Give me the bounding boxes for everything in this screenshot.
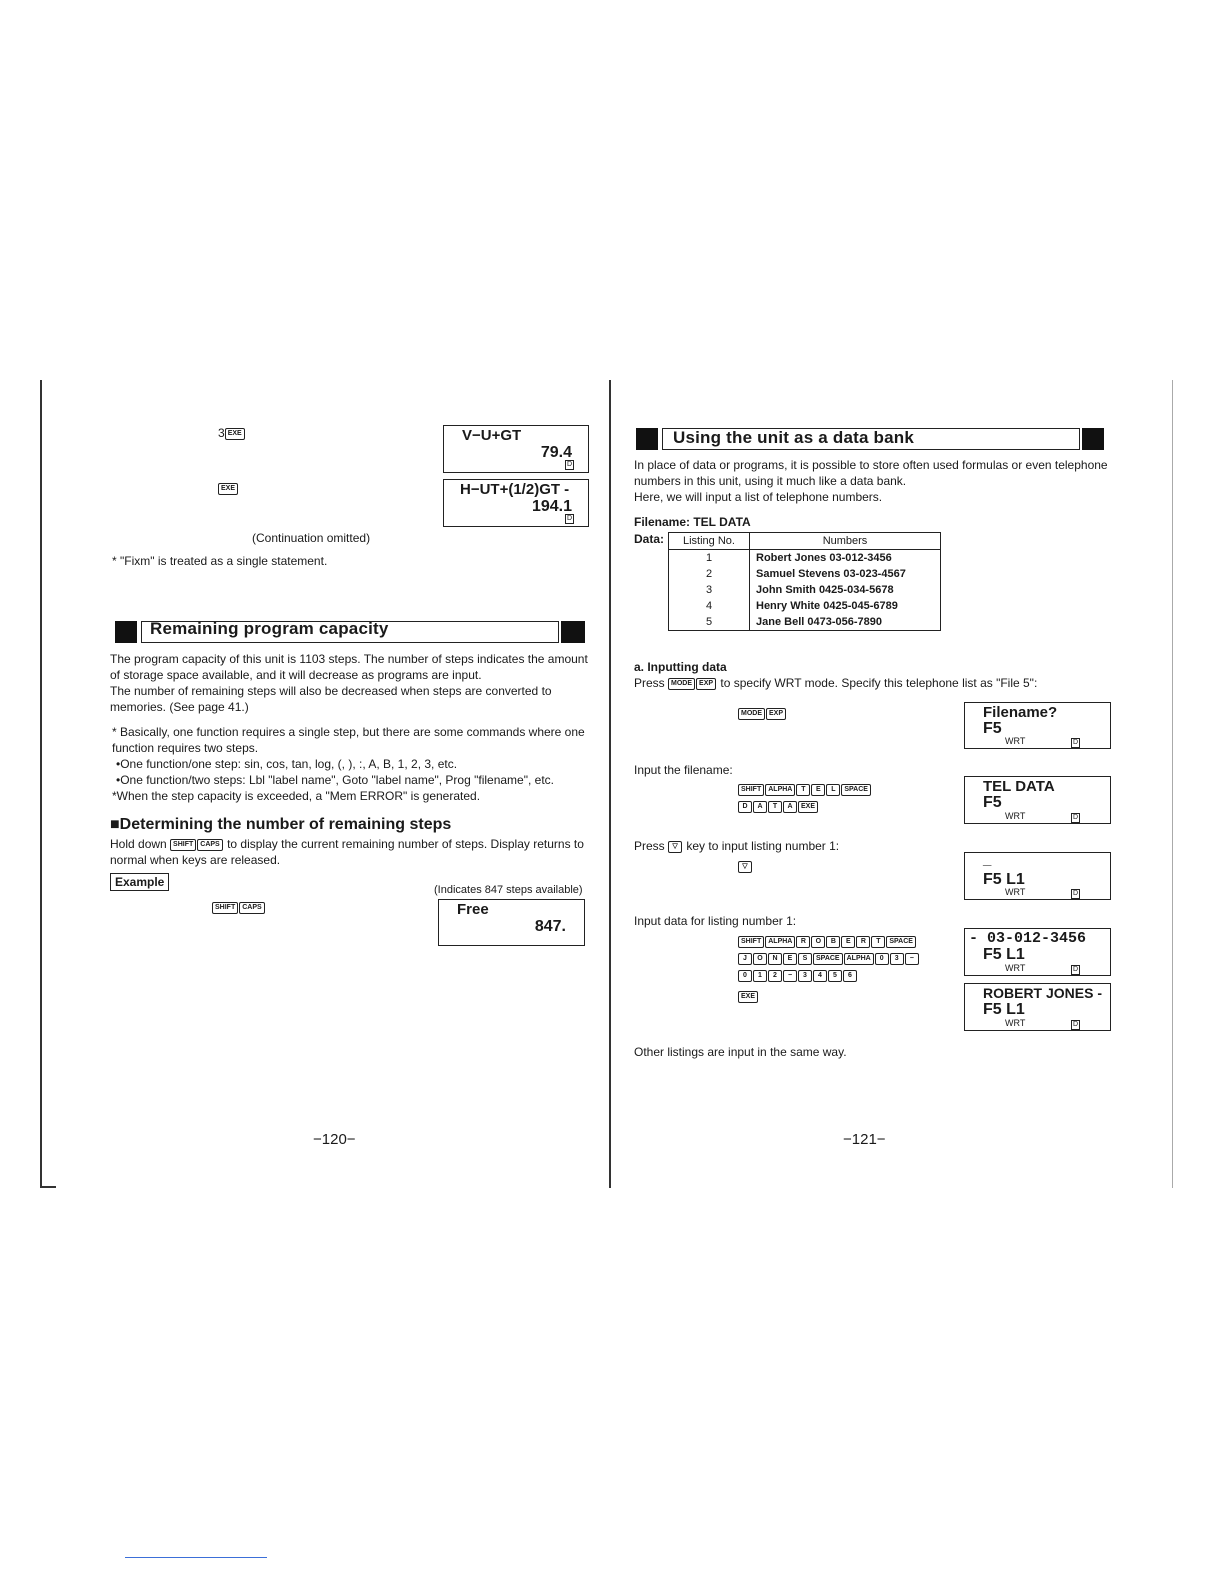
- data-table: [668, 532, 941, 631]
- alpha-key: ALPHA: [765, 784, 795, 796]
- display-line1: - 03-012-3456: [969, 930, 1087, 947]
- listing-number: John Smith 0425-034-5678: [750, 582, 941, 598]
- left-page-edge: [40, 380, 42, 1188]
- t-key: T: [768, 801, 782, 813]
- hold-down-rest: to display the current remaining number of steps. Display returns to normal when keys are released.: [110, 837, 584, 867]
- r-key: R: [796, 936, 810, 948]
- capacity-para-2: The number of remaining steps will also be decreased when steps are converted to memories. (See page 41.): [110, 684, 552, 714]
- digit-3: 3: [218, 426, 225, 440]
- shift-key: SHIFT: [738, 784, 764, 796]
- capacity-para-1: The program capacity of this unit is 1103 steps. The number of steps indicates the amount of storage space available, and it will decrease as programs are input.: [110, 652, 588, 682]
- indicator: D: [566, 515, 572, 522]
- 3-key: 3: [890, 953, 904, 965]
- press-text: Press: [634, 676, 665, 690]
- a-key: A: [783, 801, 797, 813]
- t-key: T: [871, 936, 885, 948]
- display-value: 194.1: [531, 498, 572, 515]
- input-data-text: Input data for listing number 1:: [634, 914, 797, 928]
- indicator: D: [566, 461, 572, 468]
- indicator: D: [1072, 890, 1078, 897]
- space-key: SPACE: [886, 936, 916, 948]
- footer-link-line: [125, 1557, 267, 1558]
- continuation-note: (Continuation omitted): [252, 531, 371, 545]
- d-key: D: [738, 801, 752, 813]
- display-line2: F5 L1: [983, 946, 1025, 963]
- table-row: [669, 566, 941, 582]
- n-key: N: [768, 953, 782, 965]
- minus-key: −: [905, 953, 919, 965]
- shift-key: SHIFT: [738, 936, 764, 948]
- exe-key: EXE: [798, 801, 818, 813]
- section-marker-right: [561, 621, 585, 643]
- 5-key: 5: [828, 970, 842, 982]
- alpha-key: ALPHA: [765, 936, 795, 948]
- page-number-right: −121−: [843, 1131, 886, 1148]
- display-value: 79.4: [540, 444, 572, 461]
- press-down-para: [634, 838, 839, 854]
- section-marker-left: [115, 621, 137, 643]
- listing-number: Henry White 0425-045-6789: [750, 598, 941, 614]
- display-line1: Filename?: [983, 704, 1058, 721]
- example-label: Example: [110, 873, 169, 891]
- l-key: L: [826, 784, 840, 796]
- section-marker-left-2: [636, 428, 658, 450]
- section-marker-right-2: [1082, 428, 1104, 450]
- indicator: D: [1072, 814, 1078, 821]
- display-v-u-gt: [443, 425, 589, 473]
- down-key: ▽: [738, 861, 752, 873]
- e-key: E: [841, 936, 855, 948]
- data-keys-row3: [738, 967, 858, 985]
- exe-key: EXE: [218, 483, 238, 495]
- section-title-data-bank: Using the unit as a data bank: [673, 428, 915, 447]
- 0-key: 0: [875, 953, 889, 965]
- r-key: R: [856, 936, 870, 948]
- shift-caps-keys: [212, 899, 266, 917]
- filename-keys-row2: [738, 798, 819, 816]
- other-listings-note: Other listings are input in the same way.: [634, 1045, 847, 1059]
- hold-down-text: Hold down: [110, 837, 167, 851]
- a-key: A: [753, 801, 767, 813]
- table-row: [669, 614, 941, 631]
- listing-no: 3: [669, 582, 750, 598]
- exp-key: EXP: [766, 708, 786, 720]
- header-listing-no: Listing No.: [669, 533, 750, 550]
- intro-para-1: In place of data or programs, it is possible to store often used formulas or even telephone numbers in this unit, using it much like a data bank.: [634, 458, 1108, 488]
- minus-key: −: [783, 970, 797, 982]
- indicator: D: [1072, 1021, 1078, 1028]
- mode-exp-keys: [738, 705, 787, 723]
- table-row: [669, 598, 941, 614]
- mode-label: WRT: [1005, 736, 1026, 746]
- display-line2: F5 L1: [983, 1001, 1025, 1018]
- e-key: E: [783, 953, 797, 965]
- display-phone-number: [964, 928, 1111, 976]
- hold-down-para: [110, 836, 588, 868]
- display-line2: F5: [983, 720, 1002, 737]
- section-title-remaining: Remaining program capacity: [150, 619, 389, 638]
- input-filename-text: Input the filename:: [634, 763, 733, 777]
- data-keys-row1: [738, 933, 917, 951]
- listing-number: Jane Bell 0473-056-7890: [750, 614, 941, 631]
- free-value: 847.: [534, 918, 566, 935]
- mode-label: WRT: [1005, 1018, 1026, 1028]
- display-line2: F5: [983, 794, 1002, 811]
- right-page-edge: [1172, 380, 1173, 1188]
- subhead-remaining-steps: ■Determining the number of remaining steps: [110, 816, 452, 833]
- display-line1: H−UT+(1/2)GT -: [460, 481, 570, 498]
- intro-para-2: Here, we will input a list of telephone numbers.: [634, 490, 883, 504]
- t-key: T: [796, 784, 810, 796]
- e-key: E: [811, 784, 825, 796]
- space-key: SPACE: [813, 953, 843, 965]
- caps-key: CAPS: [197, 839, 222, 851]
- 1-key: 1: [753, 970, 767, 982]
- filename-keys-row1: [738, 781, 872, 799]
- header-numbers: Numbers: [750, 533, 941, 550]
- listing-number: Samuel Stevens 03-023-4567: [750, 566, 941, 582]
- table-header-row: [669, 533, 941, 550]
- shift-key: SHIFT: [170, 839, 196, 851]
- alpha-key: ALPHA: [844, 953, 874, 965]
- mode-label: WRT: [1005, 811, 1026, 821]
- display-listing-1: [964, 852, 1111, 900]
- j-key: J: [738, 953, 752, 965]
- exp-key: EXP: [696, 678, 716, 690]
- display-tel-data: [964, 776, 1111, 824]
- center-gutter: [609, 380, 611, 1188]
- subhead-inputting-data: a. Inputting data: [634, 660, 727, 674]
- caps-key: CAPS: [239, 902, 264, 914]
- exe-key: EXE: [738, 991, 758, 1003]
- down-key-alone: [738, 858, 753, 876]
- display-robert-jones: [964, 983, 1111, 1031]
- listing-no: 5: [669, 614, 750, 631]
- o-key: O: [753, 953, 767, 965]
- down-key: ▽: [668, 841, 682, 853]
- indicates-note: (Indicates 847 steps available): [434, 884, 583, 896]
- space-key: SPACE: [841, 784, 871, 796]
- mode-key: MODE: [738, 708, 765, 720]
- 2-key: 2: [768, 970, 782, 982]
- press-down-rest: key to input listing number 1:: [686, 839, 840, 853]
- o-key: O: [811, 936, 825, 948]
- exe-key-final: [738, 988, 759, 1006]
- data-label: Data:: [634, 532, 665, 546]
- indicator: D: [1072, 739, 1078, 746]
- table-row: [669, 582, 941, 598]
- free-label: Free: [457, 901, 489, 918]
- mode-key: MODE: [668, 678, 695, 690]
- listing-number: Robert Jones 03-012-3456: [750, 550, 941, 567]
- data-keys-row2: [738, 950, 920, 968]
- key-exe-2: [218, 480, 239, 496]
- display-line2: F5 L1: [983, 871, 1025, 888]
- mode-label: WRT: [1005, 887, 1026, 897]
- telephone-table: [668, 532, 941, 631]
- bullet-one-step: •One function/one step: sin, cos, tan, log, (, ), :, A, B, 1, 2, 3, etc.: [116, 757, 458, 771]
- exe-key: EXE: [225, 428, 245, 440]
- fixm-note: * "Fixm" is treated as a single statement.: [112, 554, 328, 568]
- 0-key: 0: [738, 970, 752, 982]
- 3-key: 3: [798, 970, 812, 982]
- display-h-ut-gt: [443, 479, 589, 527]
- listing-no: 2: [669, 566, 750, 582]
- listing-no: 1: [669, 550, 750, 567]
- b-key: B: [826, 936, 840, 948]
- indicator: D: [1072, 966, 1078, 973]
- press-rest: to specify WRT mode. Specify this telephone list as "File 5":: [720, 676, 1038, 690]
- display-line1: TEL DATA: [983, 778, 1055, 795]
- display-line1: ROBERT JONES -: [983, 985, 1103, 1001]
- filename-line: Filename: TEL DATA: [634, 515, 751, 529]
- key-3-exe: [218, 425, 246, 441]
- 4-key: 4: [813, 970, 827, 982]
- press-text: Press: [634, 839, 665, 853]
- display-line1: V−U+GT: [462, 427, 522, 444]
- mode-label: WRT: [1005, 963, 1026, 973]
- bullet-basic: * Basically, one function requires a single step, but there are some commands where one function requires two steps.: [112, 725, 585, 755]
- bullet-two-steps: •One function/two steps: Lbl "label name", Goto "label name", Prog "filename", etc.: [116, 773, 554, 787]
- left-page-bottom: [40, 1186, 56, 1188]
- table-row: [669, 550, 941, 567]
- shift-key: SHIFT: [212, 902, 238, 914]
- 6-key: 6: [843, 970, 857, 982]
- listing-no: 4: [669, 598, 750, 614]
- page-number-left: −120−: [313, 1131, 356, 1148]
- bullet-mem-error: *When the step capacity is exceeded, a "Mem ERROR" is generated.: [112, 789, 481, 803]
- cursor: _: [983, 851, 992, 868]
- s-key: S: [798, 953, 812, 965]
- display-free: [438, 899, 585, 946]
- display-filename-prompt: [964, 702, 1111, 749]
- press-mode-para: [634, 675, 1112, 691]
